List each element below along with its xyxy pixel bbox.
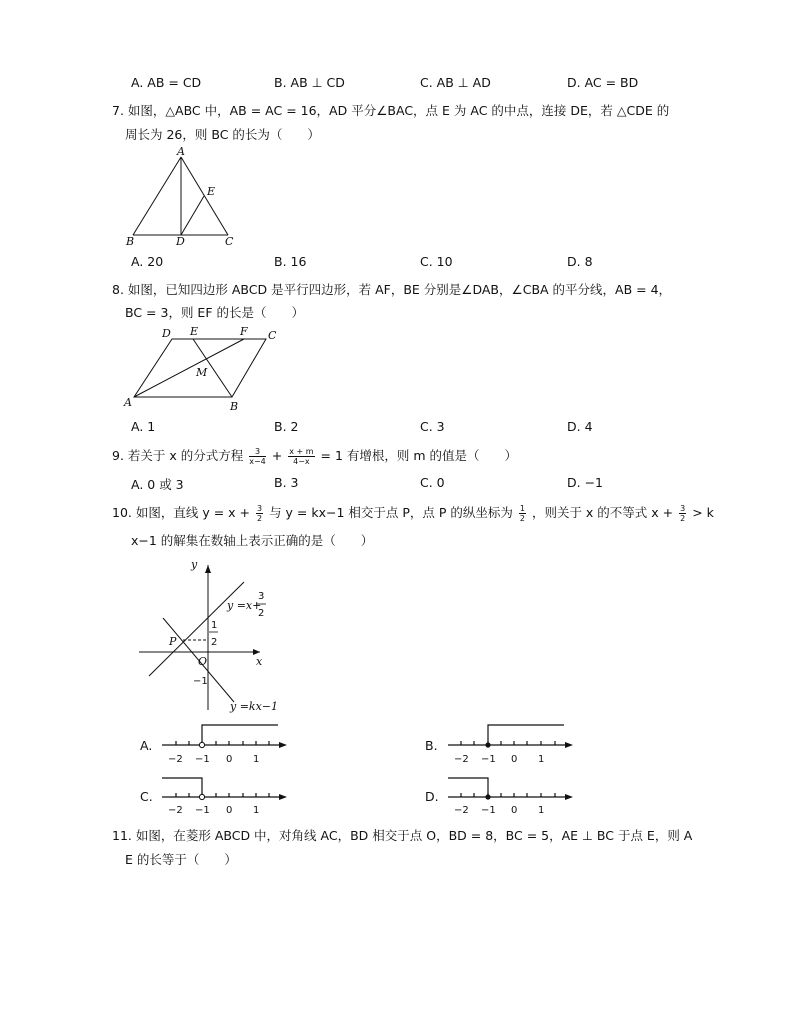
numline-a-tick-neg1: −1 [195, 754, 210, 765]
q10-line2-label: y =kx−1 [230, 700, 279, 713]
q10-f2-num: 1 [519, 504, 525, 513]
q8-text-line2: BC = 3，则 EF 的长是（ ） [125, 305, 304, 320]
numline-c-tick-1: 1 [253, 805, 260, 816]
numline-d-tick-neg1: −1 [481, 805, 496, 816]
q7-option-b: B. 16 [274, 254, 307, 269]
q9-prefix: 9. 若关于 x 的分式方程 [112, 448, 244, 463]
numline-b-tick-neg1: −1 [481, 754, 496, 765]
numline-b-tick-1: 1 [538, 754, 545, 765]
numline-b-tick-neg2: −2 [454, 754, 469, 765]
q10-option-d-label: D. [425, 789, 439, 804]
numline-d-tick-neg2: −2 [454, 805, 469, 816]
q7-label-c: C [225, 235, 234, 248]
q8-option-c: C. 3 [420, 419, 445, 434]
q9-option-c: C. 0 [420, 475, 445, 490]
q8-label-a: A [124, 396, 132, 409]
numline-c-tick-neg1: −1 [195, 805, 210, 816]
q10-f2-den: 2 [519, 514, 525, 523]
q10-part3: ，则关于 x 的不等式 x + [531, 505, 674, 520]
numline-c-tick-0: 0 [226, 805, 233, 816]
q6-option-a: A. AB = CD [131, 75, 202, 90]
numline-b-tick-0: 0 [511, 754, 518, 765]
numline-c-tick-neg2: −2 [168, 805, 183, 816]
q10-line1-frac-den: 2 [258, 608, 265, 619]
q10-part1: 10. 如图，直线 y = x + [112, 505, 250, 520]
numline-d-tick-0: 0 [511, 805, 518, 816]
q8-label-m: M [196, 366, 208, 379]
q8-label-b: B [230, 400, 239, 413]
q6-option-c: C. AB ⊥ AD [420, 75, 491, 90]
q7-label-a: A [177, 145, 185, 158]
q10-option-a-label: A. [140, 738, 153, 753]
q7-text-line1: 7. 如图，△ABC 中，AB = AC = 16，AD 平分∠BAC，点 E 为 AC 的中点，连接 DE，若 △CDE 的 [112, 103, 670, 118]
q8-text-line1: 8. 如图，已知四边形 ABCD 是平行四边形，若 AF，BE 分别是∠DAB，∠CBA 的平分线，AB = 4， [112, 282, 672, 297]
numline-d-tick-1: 1 [538, 805, 545, 816]
numline-a-tick-1: 1 [253, 754, 260, 765]
q10-f1-den: 2 [256, 514, 263, 523]
q8-label-f: F [240, 325, 248, 338]
q10-f3-num: 3 [680, 504, 686, 513]
q10-half-num: 1 [211, 620, 218, 631]
q10-f3-den: 2 [680, 514, 686, 523]
q8-option-b: B. 2 [274, 419, 299, 434]
q10-origin-label: O [198, 655, 208, 668]
q7-label-d: D [176, 235, 185, 248]
q9-frac1-den: x−4 [249, 457, 266, 466]
q10-x-axis-label: x [256, 655, 263, 668]
q7-label-e: E [207, 185, 216, 198]
q10-line1-frac-num: 3 [258, 591, 265, 602]
q10-option-b-label: B. [425, 738, 438, 753]
q7-label-b: B [126, 235, 135, 248]
q9-frac2-num: x + m [289, 447, 314, 456]
q10-minus-one-label: −1 [193, 676, 208, 687]
q9-plus: + [271, 448, 283, 463]
q8-label-d: D [162, 327, 171, 340]
q8-option-a: A. 1 [131, 419, 156, 434]
numline-a-tick-neg2: −2 [168, 754, 183, 765]
q10-point-p-label: P [169, 635, 177, 648]
q6-option-d: D. AC = BD [567, 75, 639, 90]
q10-f1-num: 3 [256, 504, 263, 513]
q7-option-c: C. 10 [420, 254, 453, 269]
q8-option-d: D. 4 [567, 419, 593, 434]
numline-a-tick-0: 0 [226, 754, 233, 765]
q9-frac2-den: 4−x [293, 457, 310, 466]
q9-option-d: D. −1 [567, 475, 603, 490]
q10-text-line2: x−1 的解集在数轴上表示正确的是（ ） [131, 533, 374, 548]
q10-part2: 与 y = kx−1 相交于点 P，点 P 的纵坐标为 [269, 505, 513, 520]
q7-text-line2: 周长为 26，则 BC 的长为（ ） [125, 127, 320, 142]
q9-suffix: = 1 有增根，则 m 的值是（ ） [320, 448, 518, 463]
q9-option-b: B. 3 [274, 475, 299, 490]
q9-frac1-num: 3 [249, 447, 266, 457]
q11-text-line1: 11. 如图，在菱形 ABCD 中，对角线 AC，BD 相交于点 O，BD = 8，BC = 5，AE ⊥ BC 于点 E，则 A [112, 828, 693, 843]
q10-line1-label: y =x+ [227, 599, 262, 612]
q10-part4: > k [692, 505, 714, 520]
q6-option-b: B. AB ⊥ CD [274, 75, 345, 90]
q7-option-d: D. 8 [567, 254, 593, 269]
q10-y-axis-label: y [191, 558, 198, 571]
q7-option-a: A. 20 [131, 254, 164, 269]
q8-label-e: E [190, 325, 199, 338]
q10-option-c-label: C. [140, 789, 153, 804]
q9-option-a: A. 0 或 3 [131, 477, 184, 492]
q10-half-den: 2 [211, 637, 218, 648]
q8-label-c: C [268, 329, 277, 342]
q11-text-line2: E 的长等于（ ） [125, 852, 237, 867]
